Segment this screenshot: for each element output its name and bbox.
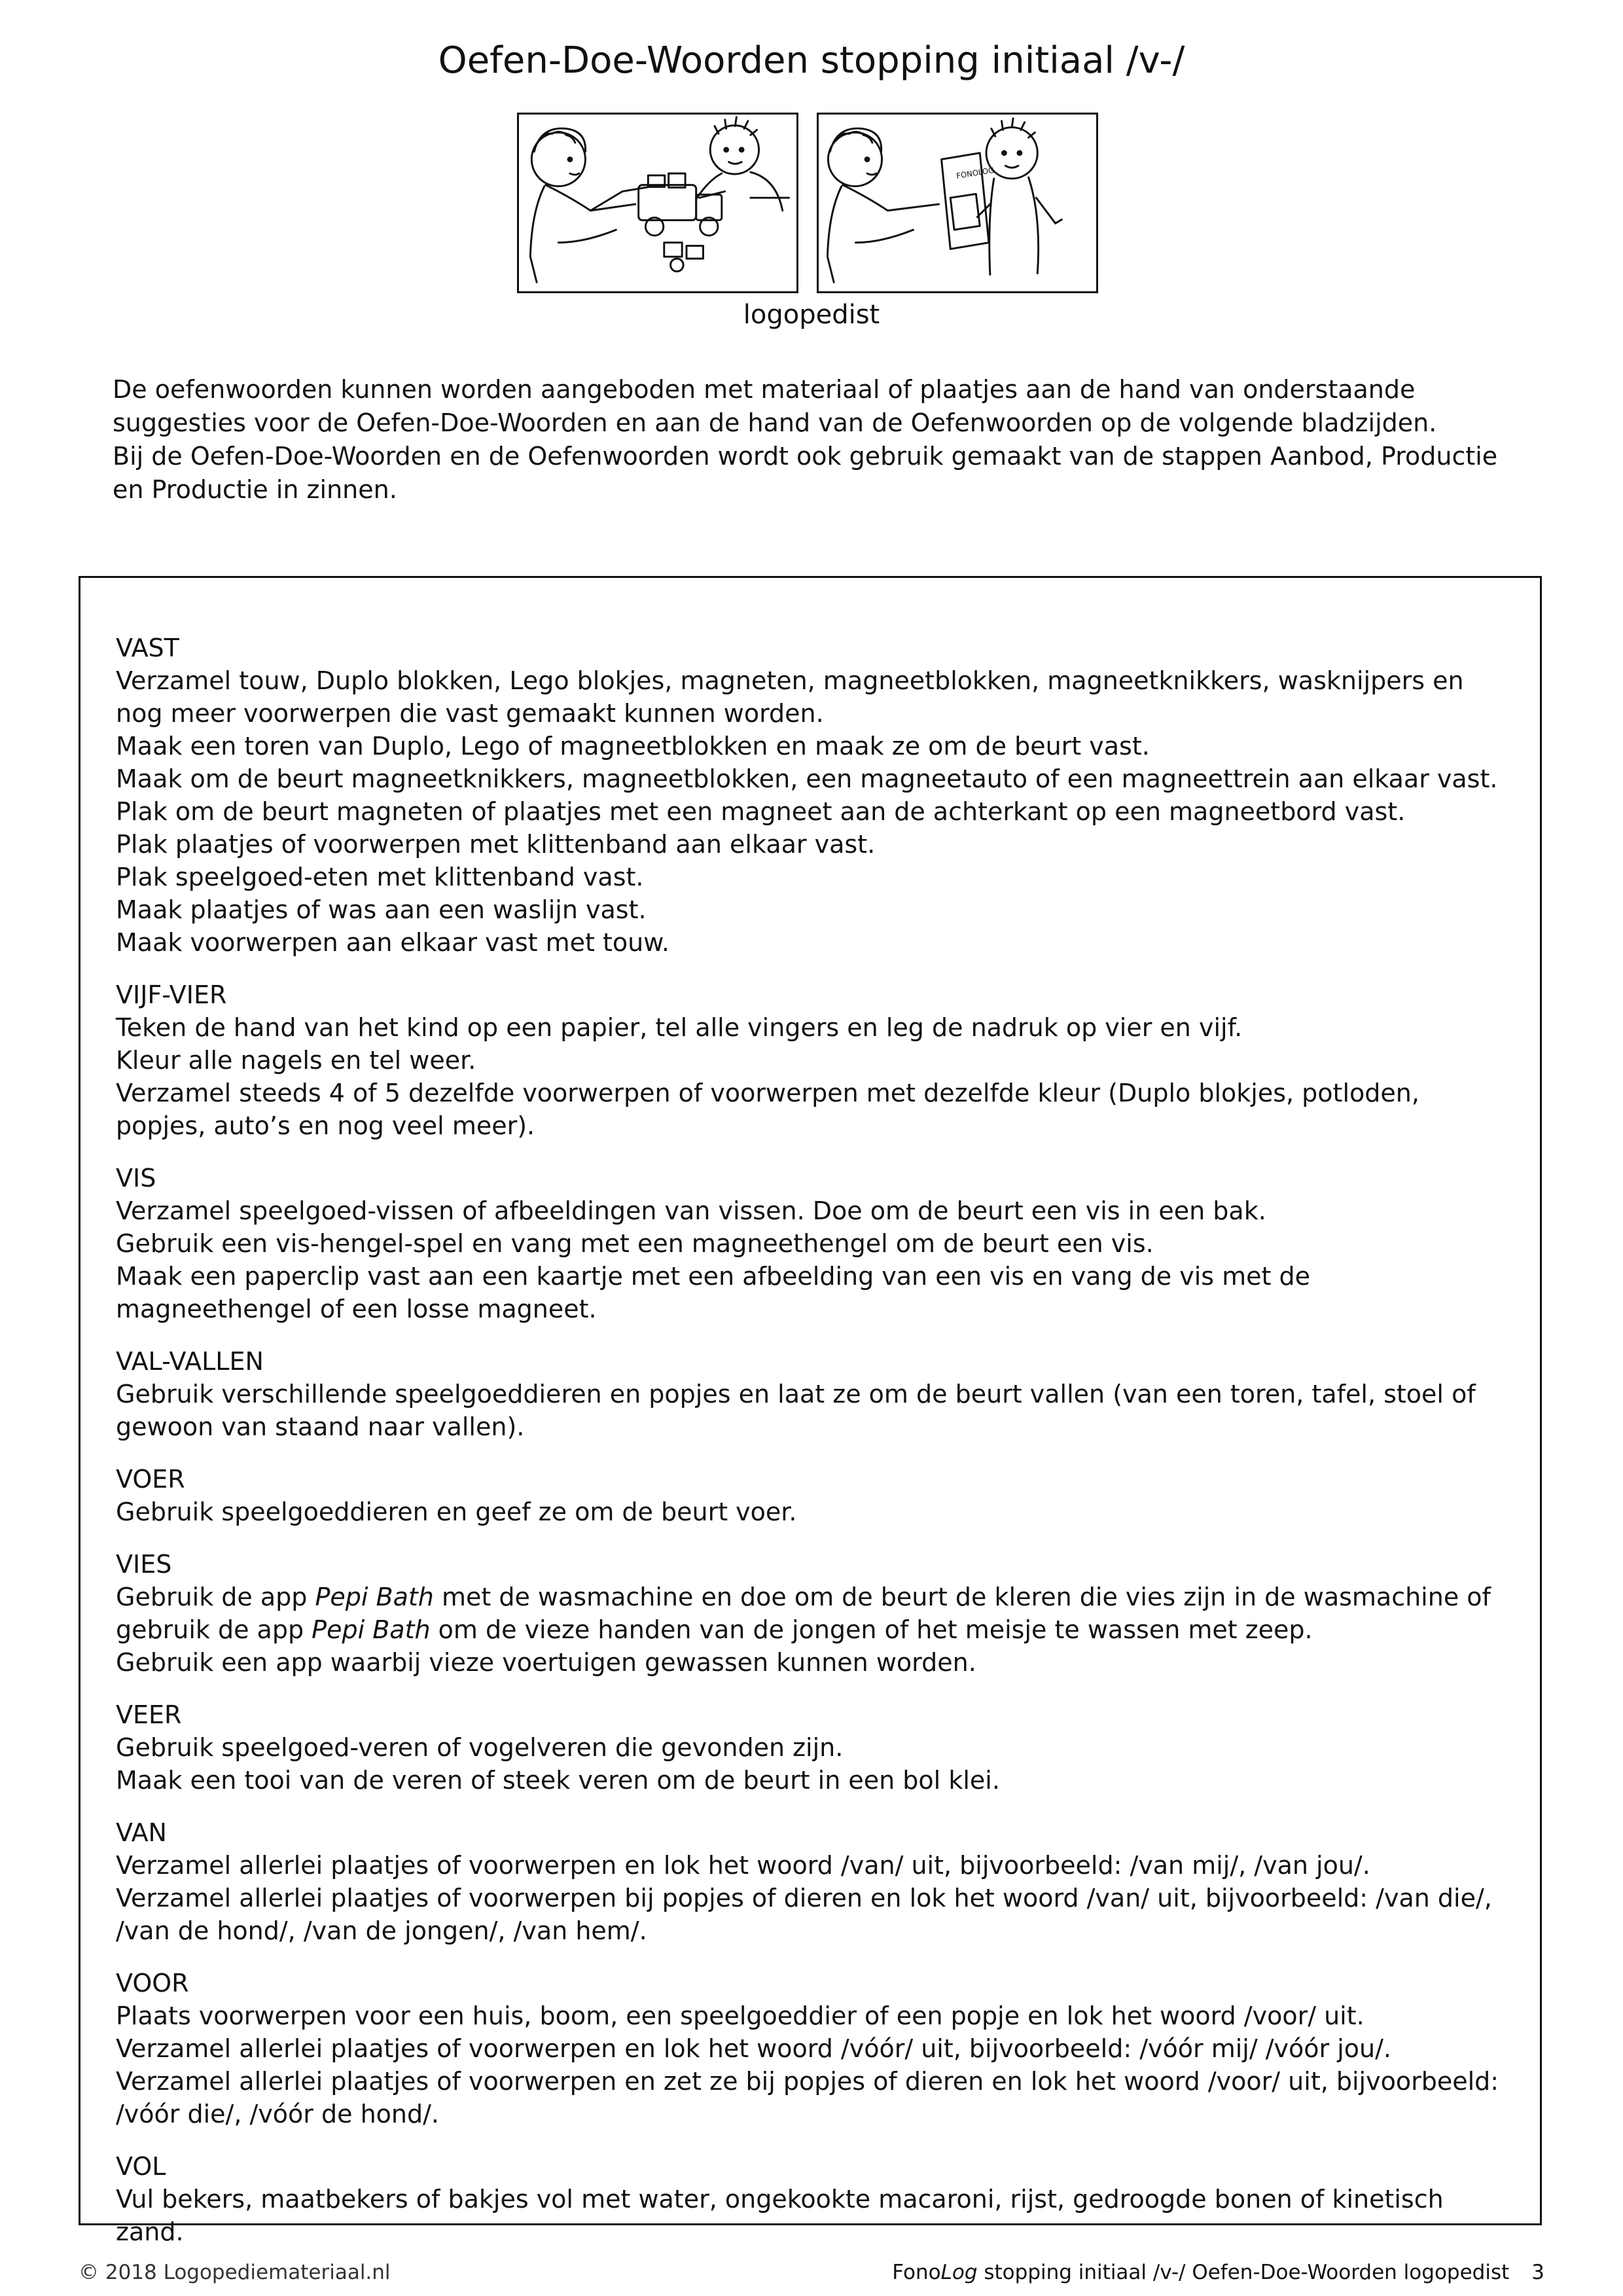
section-heading: VOER [116, 1465, 185, 1494]
intro-paragraph: Bij de Oefen-Doe-Woorden en de Oefenwoorden wordt ook gebruik gemaakt van de stappen Aanbod, Productie en Productie in zinnen. [113, 442, 1498, 504]
section-heading: VIES [116, 1550, 172, 1579]
intro-paragraph: De oefenwoorden kunnen worden aangeboden met materiaal of plaatjes aan de hand van onderstaande suggesties voor de Oefen-Doe-Woorden en aan de hand van de Oefenwoorden op de volgende bladzijden. [113, 375, 1437, 437]
section-line: Maak plaatjes of was aan een waslijn vast. [116, 895, 647, 924]
section-line: Gebruik speelgoed-veren of vogelveren die gevonden zijn. [116, 1733, 844, 1762]
section-line: Maak een paperclip vast aan een kaartje met een afbeelding van een vis en vang de vis met de magneethengel of een losse magneet. [116, 1262, 1311, 1323]
section-line: Gebruik een app waarbij vieze voertuigen gewassen kunnen worden. [116, 1648, 976, 1677]
illustration-caption: logopedist [743, 300, 880, 330]
section-heading: VEER [116, 1700, 182, 1729]
section-line: Verzamel allerlei plaatjes of voorwerpen bij popjes of dieren en lok het woord /van/ uit, bijvoorbeeld: /van die/, /van de hond/, /van de jongen/, /van hem/. [116, 1884, 1492, 1945]
section-voer [116, 1463, 1510, 1528]
section-vast [116, 632, 1510, 959]
section-line: Plaats voorwerpen voor een huis, boom, een speelgoeddier of een popje en lok het woord /voor/ uit. [116, 2001, 1364, 2030]
section-van [116, 1816, 1510, 1947]
section-heading: VAST [116, 634, 179, 662]
footer-copyright: © 2018 Logopediemateriaal.nl [79, 2261, 391, 2284]
section-line: Maak een tooi van de veren of steek veren om de beurt in een bol klei. [116, 1766, 1000, 1795]
section-heading: VOOR [116, 1969, 189, 1998]
illustration-panel-toy-truck [517, 113, 798, 293]
section-line: Maak een toren van Duplo, Lego of magneetblokken en maak ze om de beurt vast. [116, 732, 1150, 761]
section-line: Maak voorwerpen aan elkaar vast met touw. [116, 928, 669, 957]
section-veer [116, 1698, 1510, 1797]
section-line: Gebruik speelgoeddieren en geef ze om de beurt voer. [116, 1498, 797, 1526]
section-line: Vul bekers, maatbekers of bakjes vol met water, ongekookte macaroni, rijst, gedroogde bonen of kinetisch zand. [116, 2185, 1444, 2246]
section-vol [116, 2150, 1510, 2248]
section-heading: VAL-VALLEN [116, 1347, 264, 1376]
section-line [116, 1581, 1510, 1646]
section-line: Gebruik verschillende speelgoeddieren en popjes en laat ze om de beurt vallen (van een toren, tafel, stoel of gewoon van staand naar vallen). [116, 1380, 1476, 1441]
section-line: Teken de hand van het kind op een papier, tel alle vingers en leg de nadruk op vier en vijf. [116, 1013, 1243, 1042]
section-heading: VIS [116, 1164, 156, 1193]
section-line: Gebruik een vis-hengel-spel en vang met een magneethengel om de beurt een vis. [116, 1229, 1154, 1258]
section-line: Verzamel allerlei plaatjes of voorwerpen en lok het woord /vóór/ uit, bijvoorbeeld: /vóór mij/ /vóór jou/. [116, 2034, 1391, 2063]
section-line: Plak plaatjes of voorwerpen met klittenband aan elkaar vast. [116, 830, 876, 859]
section-vis [116, 1162, 1510, 1325]
illustration-toy-truck [519, 115, 796, 291]
suggestions-box [79, 576, 1542, 2246]
section-line: Verzamel allerlei plaatjes of voorwerpen en lok het woord /van/ uit, bijvoorbeeld: /van mij/, /van jou/. [116, 1851, 1370, 1880]
section-vies [116, 1548, 1510, 1679]
section-line: Verzamel allerlei plaatjes of voorwerpen en zet ze bij popjes of dieren en lok het woord /voor/ uit, bijvoorbeeld: /vóór die/, /vóór de hond/. [116, 2067, 1499, 2128]
section-voor [116, 1967, 1510, 2130]
section-line: Plak om de beurt magneten of plaatjes met een magneet aan de achterkant op een magneetbord vast. [116, 797, 1406, 826]
footer-doc-info [892, 2261, 1544, 2284]
text-part: Gebruik de app [116, 1583, 315, 1611]
app-name: Pepi Bath [315, 1583, 434, 1611]
book-cover-label: FONOLOG [955, 165, 995, 181]
app-name: Pepi Bath [312, 1615, 431, 1644]
section-heading: VOL [116, 2152, 166, 2181]
text-part: met de wasmachine en doe om de beurt de kleren die vies zijn in de wasmachine of gebruik de app [116, 1583, 1491, 1644]
section-heading: VAN [116, 1818, 167, 1847]
page-title: Oefen-Doe-Woorden stopping initiaal /v-/ [438, 39, 1185, 82]
section-line: Verzamel steeds 4 of 5 dezelfde voorwerpen of voorwerpen met dezelfde kleur (Duplo blokjes, potloden, popjes, auto’s en nog veel meer). [116, 1079, 1419, 1140]
intro-text [113, 373, 1526, 507]
section-line: Maak om de beurt magneetknikkers, magneetblokken, een magneetauto of een magneettrein aan elkaar vast. [116, 764, 1498, 793]
illustration-book [819, 115, 1096, 291]
illustration-panel-book [817, 113, 1098, 293]
section-line: Verzamel touw, Duplo blokken, Lego blokjes, magneten, magneetblokken, magneetknikkers, wasknijpers en nog meer voorwerpen die vast gemaakt kunnen worden. [116, 666, 1464, 728]
section-line: Plak speelgoed-eten met klittenband vast. [116, 863, 644, 891]
section-line: Kleur alle nagels en tel weer. [116, 1046, 476, 1075]
footer-doc-title: stopping initiaal /v-/ Oefen-Doe-Woorden logopedist [977, 2261, 1510, 2284]
footer-brand-prefix: Fono [892, 2261, 941, 2284]
text-part: om de vieze handen van de jongen of het meisje te wassen met zeep. [430, 1615, 1313, 1644]
page-number: 3 [1531, 2261, 1544, 2284]
footer-brand-italic: Log [940, 2261, 978, 2284]
section-val-vallen [116, 1345, 1510, 1443]
section-line: Verzamel speelgoed-vissen of afbeeldingen van vissen. Doe om de beurt een vis in een bak. [116, 1196, 1266, 1225]
section-heading: VIJF-VIER [116, 980, 227, 1009]
section-vijf-vier [116, 978, 1510, 1142]
